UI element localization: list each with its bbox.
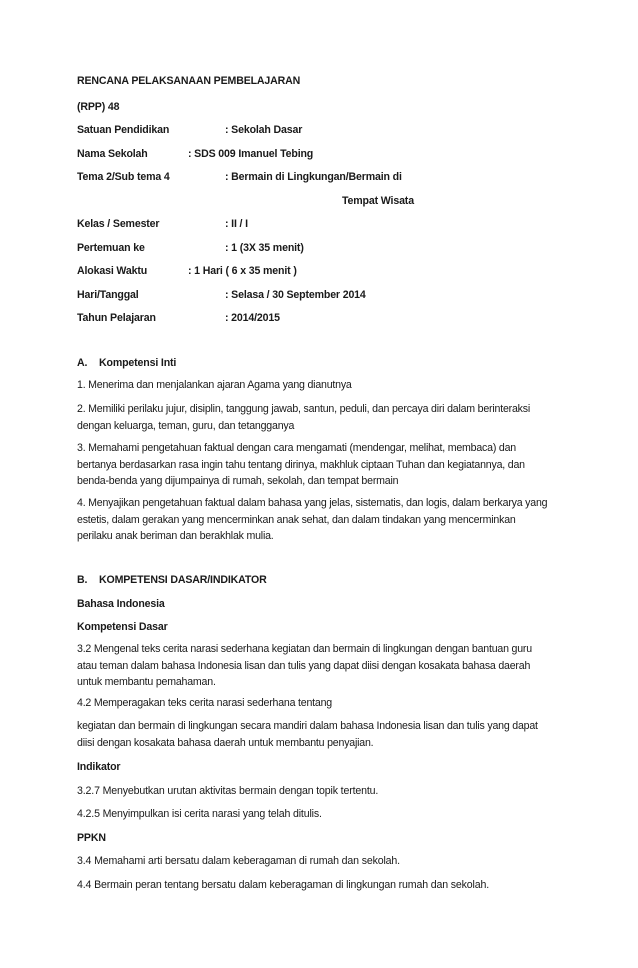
ki-line: bertanya berdasarkan rasa ingin tahu tentang dirinya, makhluk ciptaan Tuhan dan kegiatannya, dan	[77, 458, 525, 471]
ki-item	[77, 377, 567, 394]
ki-line: dengan keluarga, teman, guru, dan tetangganya	[77, 419, 295, 432]
identity-label: Pertemuan ke	[77, 242, 145, 254]
kd-line: untuk membantu pemahaman.	[77, 676, 216, 688]
indikator-item: 4.2.5 Menyimpulkan isi cerita narasi yang telah ditulis.	[77, 808, 322, 820]
identity-label: Alokasi Waktu	[77, 265, 148, 277]
identity-label: Tahun Pelajaran	[77, 312, 156, 324]
ppkn-item: 3.4 Memahami arti bersatu dalam keberagaman di rumah dan sekolah.	[77, 855, 400, 867]
identity-value: : Bermain di Lingkungan/Bermain di	[225, 171, 402, 183]
identity-label: Tema 2/Sub tema 4	[77, 171, 170, 183]
identity-label: Kelas / Semester	[77, 218, 160, 230]
section-marker: B.	[77, 574, 88, 586]
ppkn-item: 4.4 Bermain peran tentang bersatu dalam keberagaman di lingkungan rumah dan sekolah.	[77, 879, 490, 891]
section-heading: KOMPETENSI DASAR/INDIKATOR	[99, 574, 267, 586]
subject-heading: Bahasa Indonesia	[77, 598, 165, 610]
identity-value: : Selasa / 30 September 2014	[225, 289, 366, 301]
ki-line: 2. Memiliki perilaku jujur, disiplin, tanggung jawab, santun, peduli, dan percaya diri dalam berinteraksi	[77, 403, 531, 415]
identity-value: : 2014/2015	[225, 312, 280, 324]
kd-label: Kompetensi Dasar	[77, 621, 168, 633]
identity-value: : Sekolah Dasar	[225, 124, 303, 136]
subject-heading: PPKN	[77, 832, 106, 844]
identity-value-continuation: Tempat Wisata	[342, 195, 414, 207]
section-heading: Kompetensi Inti	[99, 357, 177, 369]
kd-line: 4.2 Memperagakan teks cerita narasi sederhana tentang	[77, 697, 332, 709]
ki-item	[77, 440, 567, 490]
identity-label: Hari/Tanggal	[77, 289, 139, 301]
identity-label: Nama Sekolah	[77, 148, 148, 160]
ki-item	[77, 495, 567, 545]
section-marker: A.	[77, 357, 88, 369]
ki-line: perilaku anak beriman dan berakhlak mulia.	[77, 530, 274, 542]
ki-line: 3. Memahami pengetahuan faktual dengan cara mengamati (mendengar, melihat, membaca) dan	[77, 442, 516, 454]
kd-item	[77, 641, 567, 691]
ki-line: 1. Menerima dan menjalankan ajaran Agama yang dianutnya	[77, 379, 352, 391]
ki-line: estetis, dalam gerakan yang mencerminkan anak sehat, dan dalam tindakan yang mencerminkan	[77, 513, 516, 526]
kd-line: 3.2 Mengenal teks cerita narasi sederhana kegiatan dan bermain di lingkungan dengan bantuan guru	[77, 643, 532, 655]
identity-label: Satuan Pendidikan	[77, 124, 170, 136]
ki-line: benda-benda yang dijumpainya di rumah, sekolah, dan tempat bermain	[77, 475, 399, 487]
identity-value: : SDS 009 Imanuel Tebing	[188, 148, 314, 160]
identity-value: : II / I	[225, 218, 248, 230]
identity-value: : 1 Hari ( 6 x 35 menit )	[188, 265, 297, 277]
kd-line: kegiatan dan bermain di lingkungan secara mandiri dalam bahasa Indonesia lisan dan tulis yang dapat	[77, 720, 538, 732]
kd-line: diisi dengan kosakata bahasa daerah untuk membantu penyajian.	[77, 736, 374, 749]
kd-item	[77, 695, 567, 712]
identity-value: : 1 (3X 35 menit)	[225, 242, 304, 254]
ki-line: 4. Menyajikan pengetahuan faktual dalam bahasa yang jelas, sistematis, dan logis, dalam berkarya yang	[77, 497, 548, 509]
kd-item	[77, 718, 567, 751]
kd-line: atau teman dalam bahasa Indonesia lisan dan tulis yang dapat diisi dengan kosakata bahasa daerah	[77, 659, 531, 672]
indikator-item: 3.2.7 Menyebutkan urutan aktivitas bermain dengan topik tertentu.	[77, 785, 379, 797]
ki-item	[77, 401, 567, 434]
indikator-label: Indikator	[77, 761, 121, 773]
document-title: RENCANA PELAKSANAAN PEMBELAJARAN	[77, 75, 301, 87]
document-code: (RPP) 48	[77, 101, 120, 113]
